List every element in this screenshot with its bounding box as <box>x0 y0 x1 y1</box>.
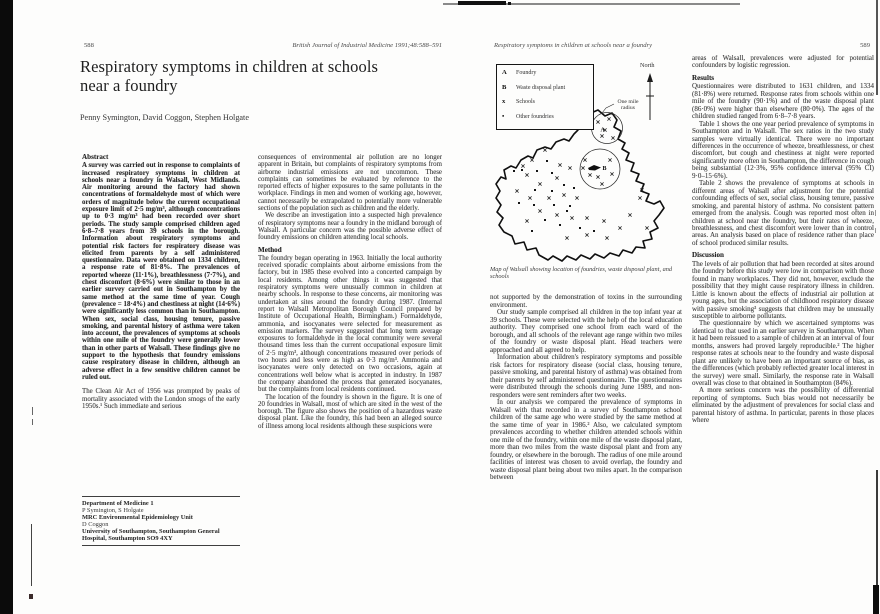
journal-reference: British Journal of Industrial Medicine 1991;48:588–591 <box>292 42 442 49</box>
other-foundry-mark <box>551 172 553 174</box>
school-mark <box>596 120 599 123</box>
school-mark <box>585 216 588 219</box>
legend-item-schools <box>502 98 590 113</box>
other-foundry-mark <box>521 169 523 171</box>
abstract-text: A survey was carried out in response to complaints of increased respiratory symptoms in children at schools near a foundry in Walsall, West Midlands. Air monitoring around the factory had shown concentrations of formaldehyde most of which were orders of magnitude below the current occupational exposure limit of 2·5 mg/m³, although concentrations up to 0·3 mg/m³ had been recorded over short periods. The study sample comprised children aged 6·8–7·8 years from 39 schools in the borough. Information about respiratory symptoms and potential risk factors for respiratory disease was elicited from parents by a self administered questionnaire. Data were obtained on 1334 children, a response rate of 81·8%. The prevalences of reported wheeze (11·1%), breathlessness (7·7%), and chest discomfort (8·6%) were similar to those in an earlier survey carried out in Southampton by the same method at the same time of year. Cough (prevalence = 18·4%) and chestiness at night (14·6%) were significantly less common than in Southampton. When sex, social class, housing tenure, passive smoking, and parental history of asthma were taken into account, the prevalences of symptoms at schools within one mile of the foundry were generally lower than in other parts of Walsall. These findings give no support to the hypothesis that foundry emissions cause respiratory disease in children, although an adverse effect in a few sensitive children cannot be ruled out. <box>82 162 240 381</box>
other-foundry-mark <box>579 227 581 229</box>
school-symbol: x <box>502 98 506 105</box>
school-mark <box>602 219 605 222</box>
school-mark <box>558 163 561 166</box>
school-mark <box>607 117 610 120</box>
scan-left-blob <box>29 594 33 599</box>
school-mark <box>588 173 591 176</box>
body-paragraph: We describe an investigation into a suspected high prevalence of respiratory symptoms near a foundry in the midland borough of Walsall. A particular concern was the possible adverse effect of foundry emissions on children attending local schools. <box>258 212 442 242</box>
school-mark <box>638 196 641 199</box>
school-mark <box>596 175 599 178</box>
legend-item-foundry <box>502 69 590 84</box>
other-foundry-mark <box>566 210 568 212</box>
school-mark <box>530 158 533 161</box>
scan-top-dot <box>508 2 511 5</box>
other-foundry-mark <box>531 230 533 232</box>
affiliation-line: University of Southampton, Southampton General Hospital, Southampton SO9 4XY <box>82 527 220 542</box>
scan-left-dash <box>32 407 33 415</box>
school-mark <box>562 193 565 196</box>
legend-item-other-foundries <box>502 113 590 128</box>
legend-label: Other foundries <box>516 113 554 120</box>
school-mark <box>547 196 550 199</box>
affiliation-line: P Symington, S Holgate <box>82 506 144 514</box>
article-title: Respiratory symptoms in children at schools near a foundry <box>80 57 379 95</box>
legend-label: Foundry <box>516 70 537 76</box>
school-mark <box>565 236 568 239</box>
other-foundry-mark <box>546 160 548 162</box>
other-foundry-mark <box>533 204 535 206</box>
other-foundry-mark <box>559 224 561 226</box>
legend-label: Schools <box>516 99 536 105</box>
body-paragraph: Our study sample comprised all children in the top infant year at 39 schools. These were selected with the help of the local education authority. They comprised one school from each ward of the borough, and all schools of the relevant age range within two miles of the foundry or waste disposal plant. Head teachers were approached and all agreed to help. <box>490 308 682 354</box>
one-mile-radius-label: One mile radius <box>617 99 639 112</box>
right-page-column-2 <box>692 55 874 575</box>
left-page-number: 588 <box>84 42 94 49</box>
affiliation-line: MRC Environmental Epidemiology Unit <box>82 513 193 521</box>
body-paragraph: In our analysis we compared the prevalence of symptoms in Walsall with that recorded in a survey of Southampton school children of the same age who were studied by the same method at the same time of year in 1986.² Also, we calculated symptom prevalences according to whether children attended schools within one mile of the foundry, within one mile of the waste disposal plant, more than two miles from the waste disposal plant and from any foundry, or elsewhere in the borough. The radius of one mile around facilities of interest was chosen to avoid overlap, the foundry and waste disposal plant being about two miles apart. In the comparison between <box>490 398 682 481</box>
north-label: North <box>640 62 655 69</box>
school-mark <box>525 173 528 176</box>
school-mark <box>521 164 524 167</box>
body-paragraph: areas of Walsall, prevalences were adjusted for potential confounders by logistic regression. <box>692 55 874 70</box>
scan-top-rule-dark <box>458 1 506 5</box>
school-mark <box>570 216 573 219</box>
affiliation-block <box>82 496 240 546</box>
scan-right-edge-blob <box>873 585 879 614</box>
body-paragraph: Questionnaires were distributed to 1631 children, and 1334 (81·8%) were returned. Response rates from schools within one mile of the foundry (90·1%) and of the waste disposal plant (86·0%) were higher than elsewhere (80·0%). The ages of the children studied ranged from 6·8–7·8 years. <box>692 82 874 121</box>
map-marker-b: B <box>602 166 607 172</box>
other-foundry-mark <box>513 170 515 172</box>
school-mark <box>605 236 608 239</box>
school-mark <box>628 213 631 216</box>
waste-plant-symbol: B <box>502 83 507 91</box>
body-paragraph: The questionnaire by which we ascertained symptoms was identical to that used in an earlier survey in Southampton. When it had been reissued to a sample of children at an interval of four months, answers had proved largely reproducible.² The higher response rates at schools near to the foundry and waste disposal plant are unlikely to have been an important source of bias, as the differences (which probably reflected greater local interest in the survey) were small. Similarly, the response rate in Walsall overall was close to that obtained in Southampton (84%). <box>692 319 874 388</box>
other-foundry-mark <box>563 184 565 186</box>
running-head: Respiratory symptoms in children at schools near a foundry <box>494 42 652 49</box>
body-paragraph: consequences of environmental air pollution are no longer apparent in Britain, but complaints of respiratory symptoms from airborne industrial emissions are not uncommon. These complaints can sometimes be evaluated by reference to the reported effects of higher exposures to the same pollutants in the workplace. Findings in men and women of working age, however, cannot necessarily be extrapolated to potentially more vulnerable sections of the population such as children and the elderly. <box>258 154 442 213</box>
scan-right-dash <box>875 210 876 216</box>
scan-left-dash <box>32 419 33 425</box>
results-heading: Results <box>692 73 715 82</box>
other-foundry-mark <box>536 170 538 172</box>
school-mark <box>585 233 588 236</box>
discussion-heading: Discussion <box>692 251 724 260</box>
scan-right-dash <box>875 228 876 233</box>
other-foundry-mark <box>593 230 595 232</box>
article-authors: Penny Symington, David Coggon, Stephen Holgate <box>80 113 249 122</box>
school-mark <box>515 189 518 192</box>
body-paragraph: The location of the foundry is shown in the figure. It is one of 20 foundries in Walsall, most of which are sited in the west of the borough. The figure also shows the position of a hazardous waste disposal plant. Like the foundry, this had been an alleged source of illness among local residents although these suspicions were <box>258 393 442 430</box>
left-page-column-1 <box>82 154 240 494</box>
school-mark <box>555 213 558 216</box>
school-mark <box>538 182 541 185</box>
body-paragraph: Table 2 shows the prevalence of symptoms at schools in different areas of Walsall after adjustment for the potential confounding effects of sex, social class, housing tenure, passive smoking, and parental history of asthma. No consistent pattern emerged from the analysis. Cough was reported most often in children at school near the foundry, but their rates of wheeze, breathlessness, and chest discomfort were lower than in control areas. An analysis based on place of residence rather than place of school produced similar results. <box>692 179 874 247</box>
intro-paragraph: The Clean Air Act of 1956 was prompted by peaks of mortality associated with the London smogs of the early 1950s.¹ Such immediate and serious <box>82 388 240 410</box>
school-mark <box>583 158 586 161</box>
affiliation-line: D Coggon <box>82 520 109 528</box>
school-mark <box>611 136 614 139</box>
school-mark <box>618 226 621 229</box>
waste-plant-site-shape <box>588 165 601 171</box>
body-paragraph: Information about children's respiratory symptoms and possible risk factors for respiratory disease (social class, housing tenure, passive smoking, and parental history of asthma) was obtained from their parents by self administered questionnaire. The questionnaires were distributed through the schools during June 1989, and non-responders were sent reminders after two weeks. <box>490 353 682 399</box>
school-mark <box>555 176 558 179</box>
affiliation-line: Department of Medicine 1 <box>82 499 154 507</box>
school-mark <box>600 134 603 137</box>
right-page-number: 589 <box>860 42 870 49</box>
abstract-heading: Abstract <box>82 154 109 161</box>
one-mile-circle-waste-plant <box>580 149 620 189</box>
one-mile-circle-foundry <box>592 113 623 144</box>
school-mark <box>610 172 613 175</box>
left-page-column-2 <box>258 154 442 574</box>
legend-label: Waste disposal plant <box>516 84 566 91</box>
figure-caption: Map of Walsall showing location of foundries, waste disposal plant, and schools <box>490 266 673 281</box>
school-mark <box>645 226 648 229</box>
north-arrow <box>646 73 654 120</box>
other-foundry-mark <box>553 204 555 206</box>
body-paragraph: The foundry began operating in 1963. Initially the local authority received sporadic complaints about airborne emissions from the factory, but in 1985 these evolved into a concerted campaign by local residents. Among other things it was suggested that respiratory symptoms were unusually common in children at nearby schools. In response to these concerns, air monitoring was undertaken at sites around the foundry during 1987. (Internal report to Walsall Metropolitan Borough Council prepared by Institute of Occupational Health, Birmingham.) Formaldehyde, ammonia, and isocyanates were selected for measurement as emission markers. The survey suggested that long term average exposures to formaldehyde in the local community were several thousand times less than the current occupational exposure limit of 2·5 mg/m³, although concentrations measured over periods of two hours and less were as high as 0·3 mg/m³. Ammonia and isocyanates were only detected on two occasions, again at concentrations well below what is accepted in industry. In 1987 the company abandoned the process that generated isocyanates, but the complaints from local residents continued. <box>258 254 442 394</box>
school-mark <box>600 182 603 185</box>
other-foundry-mark <box>518 202 520 204</box>
map-marker-a: A <box>600 127 605 134</box>
other-foundries-symbol: • <box>502 112 505 120</box>
other-foundry-mark <box>573 187 575 189</box>
school-mark <box>543 148 546 151</box>
school-mark <box>538 209 541 212</box>
school-mark <box>608 158 611 161</box>
legend-item-waste-plant <box>502 84 590 99</box>
scan-left-line <box>31 524 32 586</box>
school-mark <box>568 166 571 169</box>
foundry-symbol: A <box>502 69 507 76</box>
school-mark <box>581 166 584 169</box>
body-paragraph: A more serious concern was the possibility of differential reporting of symptoms. Such bias would not necessarily be eliminated by the adjustment of prevalences for social class and parental history of asthma. In particular, parents in those places where <box>692 386 874 425</box>
school-mark <box>575 196 578 199</box>
other-foundry-mark <box>534 189 536 191</box>
scan-edge-bar <box>0 0 13 614</box>
scan-right-edge-line <box>876 0 878 95</box>
school-mark <box>528 196 531 199</box>
other-foundry-mark <box>544 219 546 221</box>
right-page-column-1 <box>490 294 682 574</box>
method-heading: Method <box>258 245 282 254</box>
map-legend <box>496 64 594 130</box>
school-mark <box>525 219 528 222</box>
other-foundry-mark <box>569 205 571 207</box>
body-paragraph: The levels of air pollution that had been recorded at sites around the foundry before this study were low in comparison with those found in many workplaces. They did not, however, exclude the possibility that they might cause respiratory illness in children. Little is known about the effects of industrial air pollution at young ages, but the association of childhood respiratory disease with passive smoking³ suggests that children may be unusually susceptible to airborne pollutants. <box>692 259 874 320</box>
body-paragraph: Table 1 shows the one year period prevalence of symptoms in Southampton and in Walsall. The sex ratios in the two study samples were virtually identical. There were no important differences in the occurrence of wheeze, breathlessness, or chest discomfort, but cough and chestiness at night were reported significantly more often in Southampton, the difference in cough being substantial (12·3%, 95% confidence interval (95% CI) 9·0–15·6%). <box>692 119 874 180</box>
other-foundry-mark <box>551 190 553 192</box>
body-paragraph: not supported by the demonstration of toxins in the surrounding environment. <box>490 294 682 309</box>
